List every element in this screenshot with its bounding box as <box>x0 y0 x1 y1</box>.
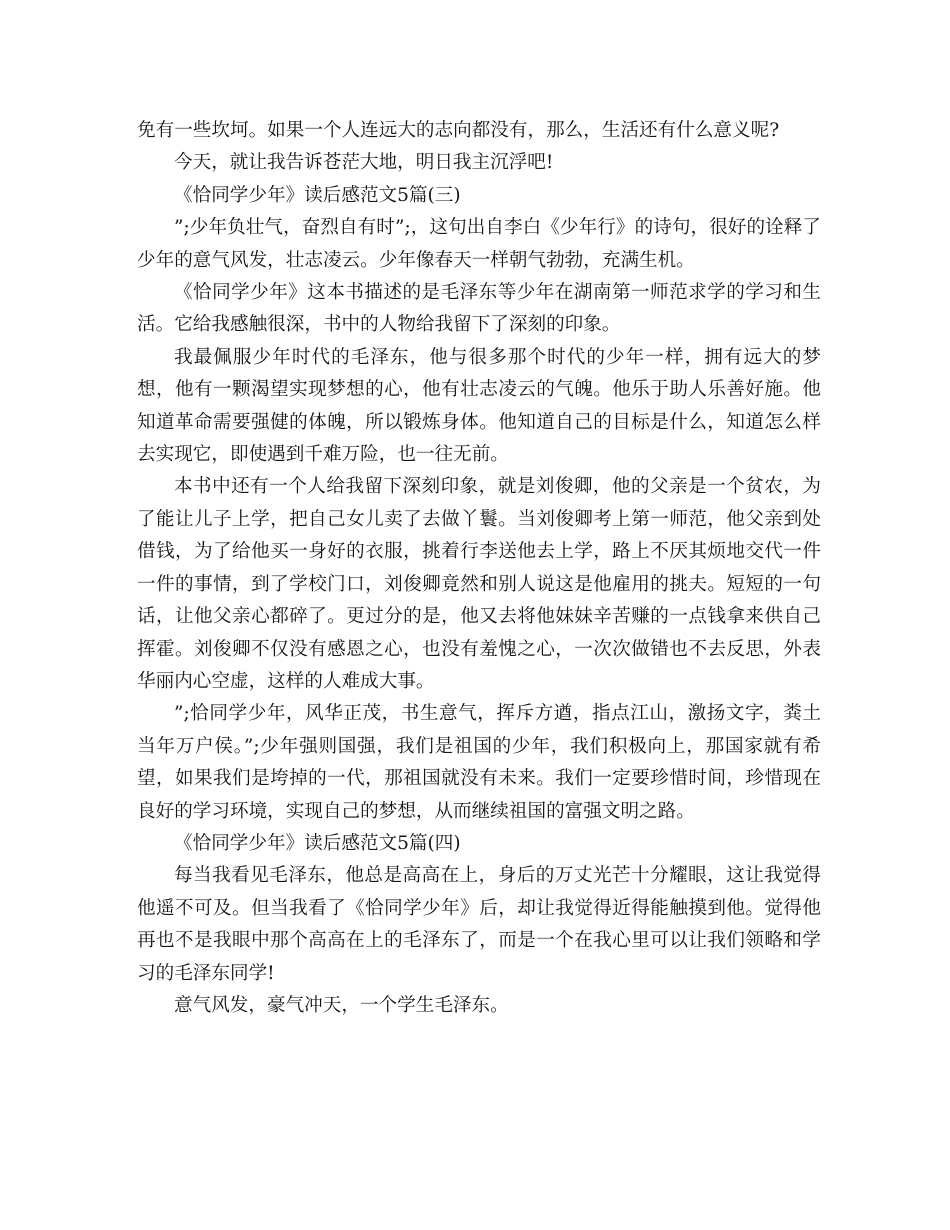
paragraph-2: 今天，就让我告诉苍茫大地，明日我主沉浮吧! <box>174 152 554 174</box>
section-heading-3: 《恰同学少年》读后感范文5篇(三) <box>174 184 461 206</box>
section-heading-4: 《恰同学少年》读后感范文5篇(四) <box>174 832 461 854</box>
paragraph-5: 《恰同学少年》这本书描述的是毛泽东等少年在湖南第一师范求学的学习和生活。它给我感触很深，书中的人物给我留下了深刻的印象。 <box>137 282 821 336</box>
document-body <box>137 115 821 1022</box>
paragraph-11: 意气风发，豪气冲天，一个学生毛泽东。 <box>174 994 509 1016</box>
paragraph-7: 本书中还有一个人给我留下深刻印象，就是刘俊卿，他的父亲是一个贫农，为了能让儿子上学，把自己女儿卖了去做丫鬟。当刘俊卿考上第一师范，他父亲到处借钱，为了给他买一身好的衣服，挑着行李送他去上学，路上不厌其烦地交代一件一件的事情，到了学校门口，刘俊卿竟然和别人说这是他雇用的挑夫。短短的一句话，让他父亲心都碎了。更过分的是，他又去将他妹妹辛苦赚的一点钱拿来供自己挥霍。刘俊卿不仅没有感恩之心，也没有羞愧之心，一次次做错也不去反思，外表华丽内心空虚，这样的人难成大事。 <box>137 476 821 692</box>
paragraph-10: 每当我看见毛泽东，他总是高高在上，身后的万丈光芒十分耀眼，这让我觉得他遥不可及。但当我看了《恰同学少年》后，却让我觉得近得能触摸到他。觉得他再也不是我眼中那个高高在上的毛泽东了，而是一个在我心里可以让我们领略和学习的毛泽东同学! <box>137 865 821 984</box>
paragraph-4: ”;少年负壮气，奋烈自有时”;，这句出自李白《少年行》的诗句，很好的诠释了少年的意气风发，壮志凌云。少年像春天一样朝气勃勃，充满生机。 <box>137 217 821 271</box>
paragraph-8: ”;恰同学少年，风华正茂，书生意气，挥斥方遒，指点江山，激扬文字，粪土当年万户侯。”;少年强则国强，我们是祖国的少年，我们积极向上，那国家就有希望，如果我们是垮掉的一代，那祖国就没有未来。我们一定要珍惜时间，珍惜现在良好的学习环境，实现自己的梦想，从而继续祖国的富强文明之路。 <box>137 703 821 822</box>
paragraph-1: 免有一些坎坷。如果一个人连远大的志向都没有，那么，生活还有什么意义呢? <box>137 120 780 141</box>
paragraph-6: 我最佩服少年时代的毛泽东，他与很多那个时代的少年一样，拥有远大的梦想，他有一颗渴望实现梦想的心，他有壮志凌云的气魄。他乐于助人乐善好施。他知道革命需要强健的体魄，所以锻炼身体。他知道自己的目标是什么，知道怎么样去实现它，即使遇到千难万险，也一往无前。 <box>137 346 821 466</box>
